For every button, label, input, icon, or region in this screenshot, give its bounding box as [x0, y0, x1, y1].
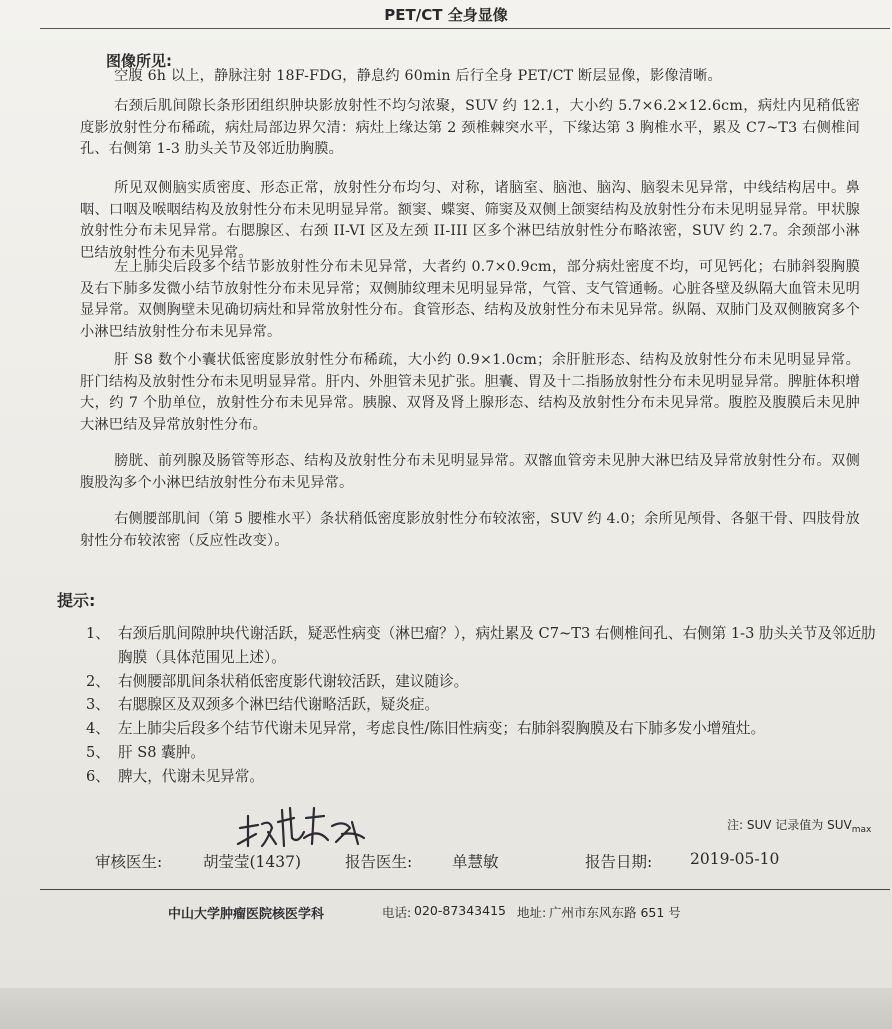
findings-paragraph-1: 空腹 6h 以上，静脉注射 18F-FDG，静息约 60min 后行全身 PET/CT 断层显像，影像清晰。: [114, 68, 722, 84]
report-date-label: 报告日期:: [585, 853, 653, 871]
report-date-value: 2019-05-10: [690, 850, 780, 868]
hospital-name: 中山大学肿瘤医院核医学科: [168, 907, 325, 922]
findings-paragraph-4: 左上肺尖后段多个结节影放射性分布未见异常，大者约 0.7×0.9cm，部分病灶密度不均，可见钙化；右肺斜裂胸膜及右下肺多发微小结节放射性分布未见异常；双侧肺纹理未见明显异常，气管、支气管通畅。心脏各壁及纵隔大血管未见明显异常。双侧胸壁未见确切病灶和异常放射性分布。食管形态、结构及放射性分布未见异常。纵隔、双肺门及双侧腋窝多个小淋巴结放射性分布未见异常。: [80, 259, 860, 340]
reporter-label: 报告医生:: [345, 853, 413, 871]
findings-paragraph-2: 右颈后肌间隙长条形团组织肿块影放射性不均匀浓聚，SUV 约 12.1，大小约 5.7×6.2×12.6cm，病灶内见稍低密度影放射性分布稀疏，病灶局部边界欠清：病灶上缘达第 2 颈椎棘突水平，下缘达第 3 胸椎水平，累及 C7~T3 右侧椎间孔、右侧第 1-3 肋头关节及邻近肋胸膜。: [80, 98, 860, 157]
page-fold-shadow: [0, 988, 892, 1029]
reviewer-label: 审核医生:: [95, 853, 163, 871]
tip-item: 4、 左上肺尖后段多个结节代谢未见异常，考虑良性/陈旧性病变；右肺斜裂胸膜及右下肺多发小增殖灶。: [86, 720, 766, 738]
findings-paragraph-7: 右侧腰部肌间（第 5 腰椎水平）条状稍低密度影放射性分布较浓密，SUV 约 4.0；余所见颅骨、各躯干骨、四肢骨放射性分布较浓密（反应性改变）。: [80, 511, 860, 549]
tips-heading: 提示:: [57, 591, 96, 610]
address: 广州市东风东路 651 号: [549, 905, 681, 920]
findings-paragraph-5: 肝 S8 数个小囊状低密度影放射性分布稀疏，大小约 0.9×1.0cm；余肝脏形态、结构及放射性分布未见明显异常。肝门结构及放射性分布未见明显异常。肝内、外胆管未见扩张。胆囊、胃及十二指肠放射性分布未见明显异常。脾脏体积增大，约 7 个肋单位，放射性分布未见异常。胰腺、双肾及肾上腺形态、结构及放射性分布未见异常。腹腔及腹膜后未见肿大淋巴结及异常放射性分布。: [80, 352, 860, 433]
tips-list: [86, 622, 886, 789]
phone-label: 电话:: [382, 905, 412, 920]
address-label: 地址:: [517, 905, 547, 920]
suv-note: 注: SUV 记录值为 $SUV_{max}$: [727, 818, 872, 835]
tip-item: 5、 肝 S8 囊肿。: [86, 743, 205, 761]
findings-paragraph-6: 膀胱、前列腺及肠管等形态、结构及放射性分布未见明显异常。双髂血管旁未见肿大淋巴结及异常放射性分布。双侧腹股沟多个小淋巴结放射性分布未见异常。: [80, 453, 860, 491]
report-title: PET/CT 全身显像: [384, 6, 508, 24]
title-divider: [40, 28, 890, 29]
tip-item: 3、 右腮腺区及双颈多个淋巴结代谢略活跃，疑炎症。: [86, 696, 440, 714]
reporter-name: 单慧敏: [452, 853, 499, 871]
tip-item: 2、 右侧腰部肌间条状稍低密度影代谢较活跃，建议随诊。: [86, 672, 469, 690]
tip-item: 6、 脾大，代谢未见异常。: [86, 767, 264, 785]
phone-number: 020-87343415: [414, 903, 506, 918]
reviewer-name: 胡莹莹(1437): [203, 853, 302, 871]
findings-heading: 图像所见:: [106, 52, 172, 70]
findings-paragraph-3: 所见双侧脑实质密度、形态正常，放射性分布均匀、对称，诸脑室、脑池、脑沟、脑裂未见异常，中线结构居中。鼻咽、口咽及喉咽结构及放射性分布未见明显异常。额窦、蝶窦、筛窦及双侧上颌窦结构及放射性分布未见明显异常。甲状腺放射性分布未见异常。右腮腺区、右颈 II-VI 区及左颈 II-III 区多个淋巴结放射性分布略浓密，SUV 约 2.7。余颈部小淋巴结放射性分布未见异常。: [80, 180, 860, 261]
tip-item: 1、 右颈后肌间隙肿块代谢活跃，疑恶性病变（淋巴瘤？），病灶累及 C7~T3 右侧椎间孔、右侧第 1-3 肋头关节及邻近肋胸膜（具体范围见上述）。: [86, 625, 876, 666]
footer-divider: [40, 889, 890, 890]
